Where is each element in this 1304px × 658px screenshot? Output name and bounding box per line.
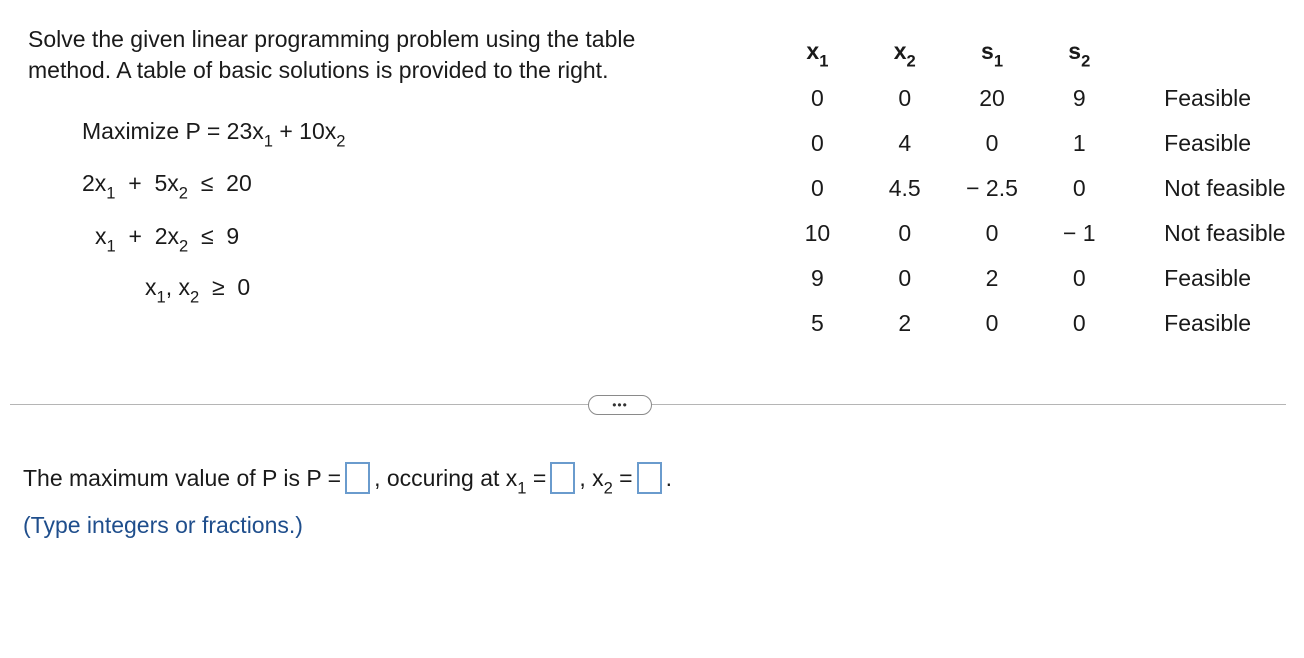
cell-s2: 0 bbox=[1072, 175, 1086, 201]
cell-s1: 0 bbox=[985, 220, 999, 246]
x2-answer-input[interactable] bbox=[637, 462, 662, 494]
cell-x2: 2 bbox=[898, 310, 912, 336]
cell-status: Not feasible bbox=[1164, 175, 1286, 201]
cell-s1: 0 bbox=[985, 310, 999, 336]
problem-line-2: method. A table of basic solutions is provided to the right. bbox=[28, 57, 609, 83]
table-header-row bbox=[785, 26, 1304, 76]
cell-x1: 0 bbox=[811, 85, 824, 111]
answer-end: . bbox=[665, 464, 673, 491]
cell-status: Feasible bbox=[1164, 85, 1252, 111]
header-s2: $s_2$ bbox=[1068, 37, 1091, 70]
cell-s2: − 1 bbox=[1062, 220, 1096, 246]
cell-status: Not feasible bbox=[1164, 220, 1286, 246]
cell-x1: 0 bbox=[811, 130, 824, 156]
basic-solutions-table bbox=[785, 26, 1304, 346]
cell-x2: 4.5 bbox=[888, 175, 921, 201]
answer-prefix: The maximum value of P is P = bbox=[23, 464, 342, 491]
answer-mid-2: , $x_2$ = bbox=[579, 464, 633, 497]
cell-status: Feasible bbox=[1164, 310, 1252, 336]
table-row bbox=[785, 301, 1304, 346]
constraint-2: $x_1 + 2x_2 \le 9$ bbox=[95, 223, 240, 256]
cell-x2: 0 bbox=[898, 265, 912, 291]
nonnegativity-constraint: $x_1$, $x_2 \ge 0$ bbox=[145, 274, 251, 307]
cell-x2: 0 bbox=[898, 85, 912, 111]
cell-s1: 20 bbox=[979, 85, 1005, 111]
p-answer-input[interactable] bbox=[345, 462, 370, 494]
cell-x2: 4 bbox=[898, 130, 912, 156]
problem-statement bbox=[28, 24, 748, 86]
cell-x1: 9 bbox=[811, 265, 824, 291]
cell-x1: 5 bbox=[811, 310, 824, 336]
answer-prompt bbox=[23, 462, 673, 497]
cell-x1: 0 bbox=[811, 175, 824, 201]
cell-x2: 0 bbox=[898, 220, 912, 246]
header-x2: $x_2$ bbox=[893, 37, 916, 70]
cell-status: Feasible bbox=[1164, 130, 1252, 156]
table-row bbox=[785, 121, 1304, 166]
cell-s1: 0 bbox=[985, 130, 999, 156]
objective-function: Maximize $P = 23x_1 + 10x_2$ bbox=[82, 118, 346, 151]
cell-s1: − 2.5 bbox=[966, 175, 1018, 201]
cell-status: Feasible bbox=[1164, 265, 1252, 291]
cell-s1: 2 bbox=[985, 265, 999, 291]
constraint-1: $2x_1 + 5x_2 \le 20$ bbox=[82, 170, 252, 203]
x1-answer-input[interactable] bbox=[550, 462, 575, 494]
answer-mid-1: , occuring at $x_1$ = bbox=[374, 464, 547, 497]
table-row bbox=[785, 166, 1304, 211]
cell-s2: 0 bbox=[1072, 265, 1086, 291]
header-status bbox=[1134, 26, 1304, 76]
cell-s2: 9 bbox=[1072, 85, 1086, 111]
table-row bbox=[785, 76, 1304, 121]
cell-x1: 10 bbox=[804, 220, 831, 246]
table-row bbox=[785, 256, 1304, 301]
table-row bbox=[785, 211, 1304, 256]
problem-line-1: Solve the given linear programming problem using the table bbox=[28, 26, 636, 52]
header-x1: $x_1$ bbox=[806, 37, 829, 70]
cell-s2: 0 bbox=[1072, 310, 1086, 336]
more-options-button[interactable]: ••• bbox=[588, 395, 652, 415]
cell-s2: 1 bbox=[1072, 130, 1086, 156]
answer-format-hint: (Type integers or fractions.) bbox=[23, 512, 303, 538]
header-s1: $s_1$ bbox=[981, 37, 1004, 70]
